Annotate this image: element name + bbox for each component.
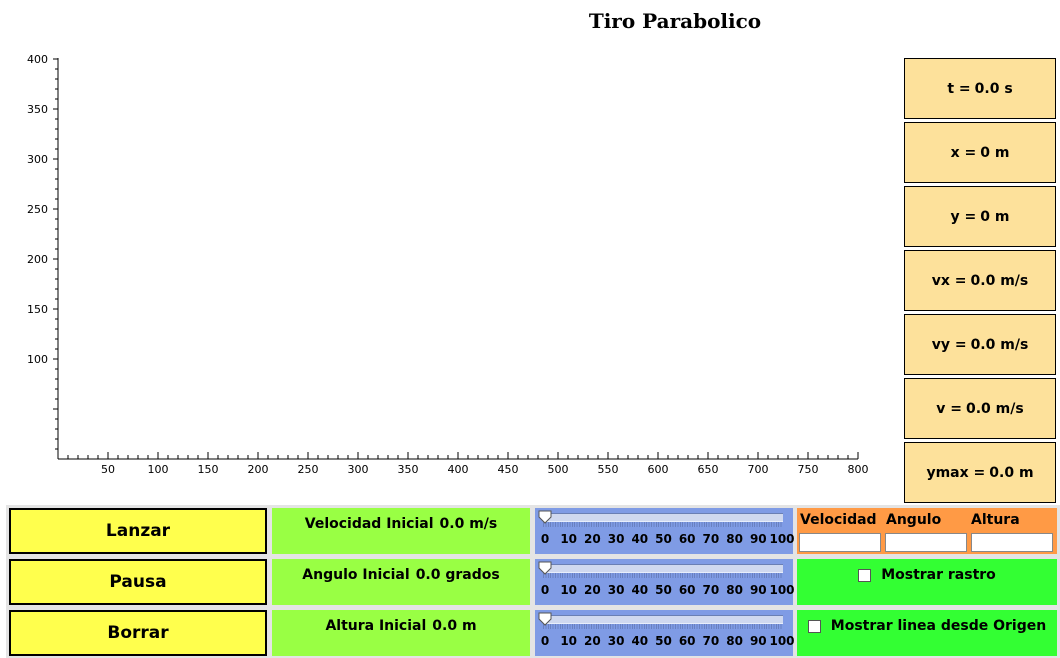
x-tick-label: 100 <box>147 463 169 476</box>
x-tick-label: 650 <box>697 463 719 476</box>
slider-scale-label: 80 <box>726 532 743 546</box>
slider-scale-label: 100 <box>769 634 795 648</box>
slider-thumb[interactable] <box>538 510 552 524</box>
slider-scale-label: 60 <box>678 634 696 648</box>
x-tick-label: 200 <box>247 463 269 476</box>
x-tick-label: 750 <box>797 463 819 476</box>
slider-scale-label: 20 <box>584 634 601 648</box>
slider-thumb[interactable] <box>538 612 552 626</box>
y-tick-label: 300 <box>27 153 48 166</box>
clear-button[interactable]: Borrar <box>9 610 267 656</box>
y-tick-label: 350 <box>27 103 48 116</box>
height-input[interactable] <box>971 533 1053 552</box>
trace-label: Mostrar rastro <box>881 567 996 583</box>
slider-scale-label: 10 <box>560 634 578 648</box>
x-tick-label: 600 <box>647 463 669 476</box>
x-tick-label: 700 <box>747 463 769 476</box>
y-tick-label: 250 <box>27 203 48 216</box>
readout-v: v = 0.0 m/s <box>904 378 1056 439</box>
trace-checkbox[interactable] <box>858 569 871 582</box>
height-slider[interactable] <box>535 610 793 656</box>
slider-scale-label: 10 <box>560 532 578 546</box>
origin-line-label: Mostrar linea desde Origen <box>830 618 1047 634</box>
slider-scale <box>535 583 793 597</box>
angle-input[interactable] <box>885 533 967 552</box>
slider-scale-label: 100 <box>769 583 795 597</box>
x-tick-label: 300 <box>347 463 369 476</box>
initial-angle-label: Angulo Inicial 0.0 grados <box>272 559 530 605</box>
page-title: Tiro Parabolico <box>588 9 762 33</box>
slider-scale-label: 50 <box>655 583 672 597</box>
readout-y: y = 0 m <box>904 186 1056 247</box>
y-tick-label: 200 <box>27 253 48 266</box>
slider-scale-label: 30 <box>607 532 625 546</box>
slider-scale-label: 20 <box>584 532 601 546</box>
y-tick-label: 150 <box>27 303 48 316</box>
origin-line-checkbox[interactable] <box>808 620 821 633</box>
slider-scale-label: 70 <box>702 583 720 597</box>
readout-time: t = 0.0 s <box>904 58 1056 119</box>
slider-scale-label: 0 <box>540 583 550 597</box>
slider-scale-label: 30 <box>607 634 625 648</box>
slider-track[interactable] <box>543 615 783 624</box>
y-tick-label: 100 <box>27 353 48 366</box>
height-input-header: Altura <box>971 512 1020 528</box>
slider-scale-label: 20 <box>584 583 601 597</box>
pause-button[interactable]: Pausa <box>9 559 267 605</box>
slider-scale-label: 40 <box>631 583 649 597</box>
trace-option[interactable] <box>797 559 1057 605</box>
readout-x: x = 0 m <box>904 122 1056 183</box>
readout-vy: vy = 0.0 m/s <box>904 314 1056 375</box>
x-tick-label: 50 <box>101 463 115 476</box>
slider-track[interactable] <box>543 564 783 573</box>
slider-scale <box>535 532 793 546</box>
x-tick-label: 800 <box>847 463 869 476</box>
readout-ymax: ymax = 0.0 m <box>904 442 1056 503</box>
velocity-slider[interactable] <box>535 508 793 554</box>
y-tick-labels <box>27 53 48 366</box>
x-tick-label: 450 <box>497 463 519 476</box>
minor-ticks <box>53 59 858 459</box>
slider-scale-label: 90 <box>749 634 767 648</box>
slider-ticks <box>543 522 783 527</box>
slider-scale-label: 70 <box>702 532 720 546</box>
manual-input-panel <box>797 508 1057 554</box>
x-tick-label: 150 <box>197 463 219 476</box>
x-tick-label: 400 <box>447 463 469 476</box>
x-tick-label: 550 <box>597 463 619 476</box>
slider-scale <box>535 634 793 648</box>
angle-slider[interactable] <box>535 559 793 605</box>
angle-input-header: Angulo <box>886 512 942 528</box>
origin-line-option[interactable] <box>797 610 1057 656</box>
x-tick-label: 500 <box>547 463 569 476</box>
slider-scale-label: 0 <box>540 532 550 546</box>
slider-scale-label: 90 <box>749 532 767 546</box>
slider-scale-label: 40 <box>631 634 649 648</box>
slider-scale-label: 70 <box>702 634 720 648</box>
x-tick-label: 350 <box>397 463 419 476</box>
initial-height-label: Altura Inicial 0.0 m <box>272 610 530 656</box>
slider-scale-label: 40 <box>631 532 649 546</box>
x-tick-labels <box>101 463 869 476</box>
slider-thumb[interactable] <box>538 561 552 575</box>
slider-ticks <box>543 573 783 578</box>
velocity-input-header: Velocidad <box>800 512 877 528</box>
x-tick-label: 250 <box>297 463 319 476</box>
velocity-input[interactable] <box>799 533 881 552</box>
slider-track[interactable] <box>543 513 783 522</box>
y-tick-label: 400 <box>27 53 48 66</box>
slider-scale-label: 10 <box>560 583 578 597</box>
slider-scale-label: 90 <box>749 583 767 597</box>
slider-scale-label: 80 <box>726 634 743 648</box>
readout-vx: vx = 0.0 m/s <box>904 250 1056 311</box>
slider-scale-label: 30 <box>607 583 625 597</box>
slider-scale-label: 0 <box>540 634 550 648</box>
slider-ticks <box>543 624 783 629</box>
slider-scale-label: 60 <box>678 583 696 597</box>
slider-scale-label: 50 <box>655 532 672 546</box>
slider-scale-label: 100 <box>769 532 795 546</box>
slider-scale-label: 80 <box>726 583 743 597</box>
trajectory-plot <box>0 48 880 478</box>
launch-button[interactable]: Lanzar <box>9 508 267 554</box>
slider-scale-label: 50 <box>655 634 672 648</box>
slider-scale-label: 60 <box>678 532 696 546</box>
initial-velocity-label: Velocidad Inicial 0.0 m/s <box>272 508 530 554</box>
